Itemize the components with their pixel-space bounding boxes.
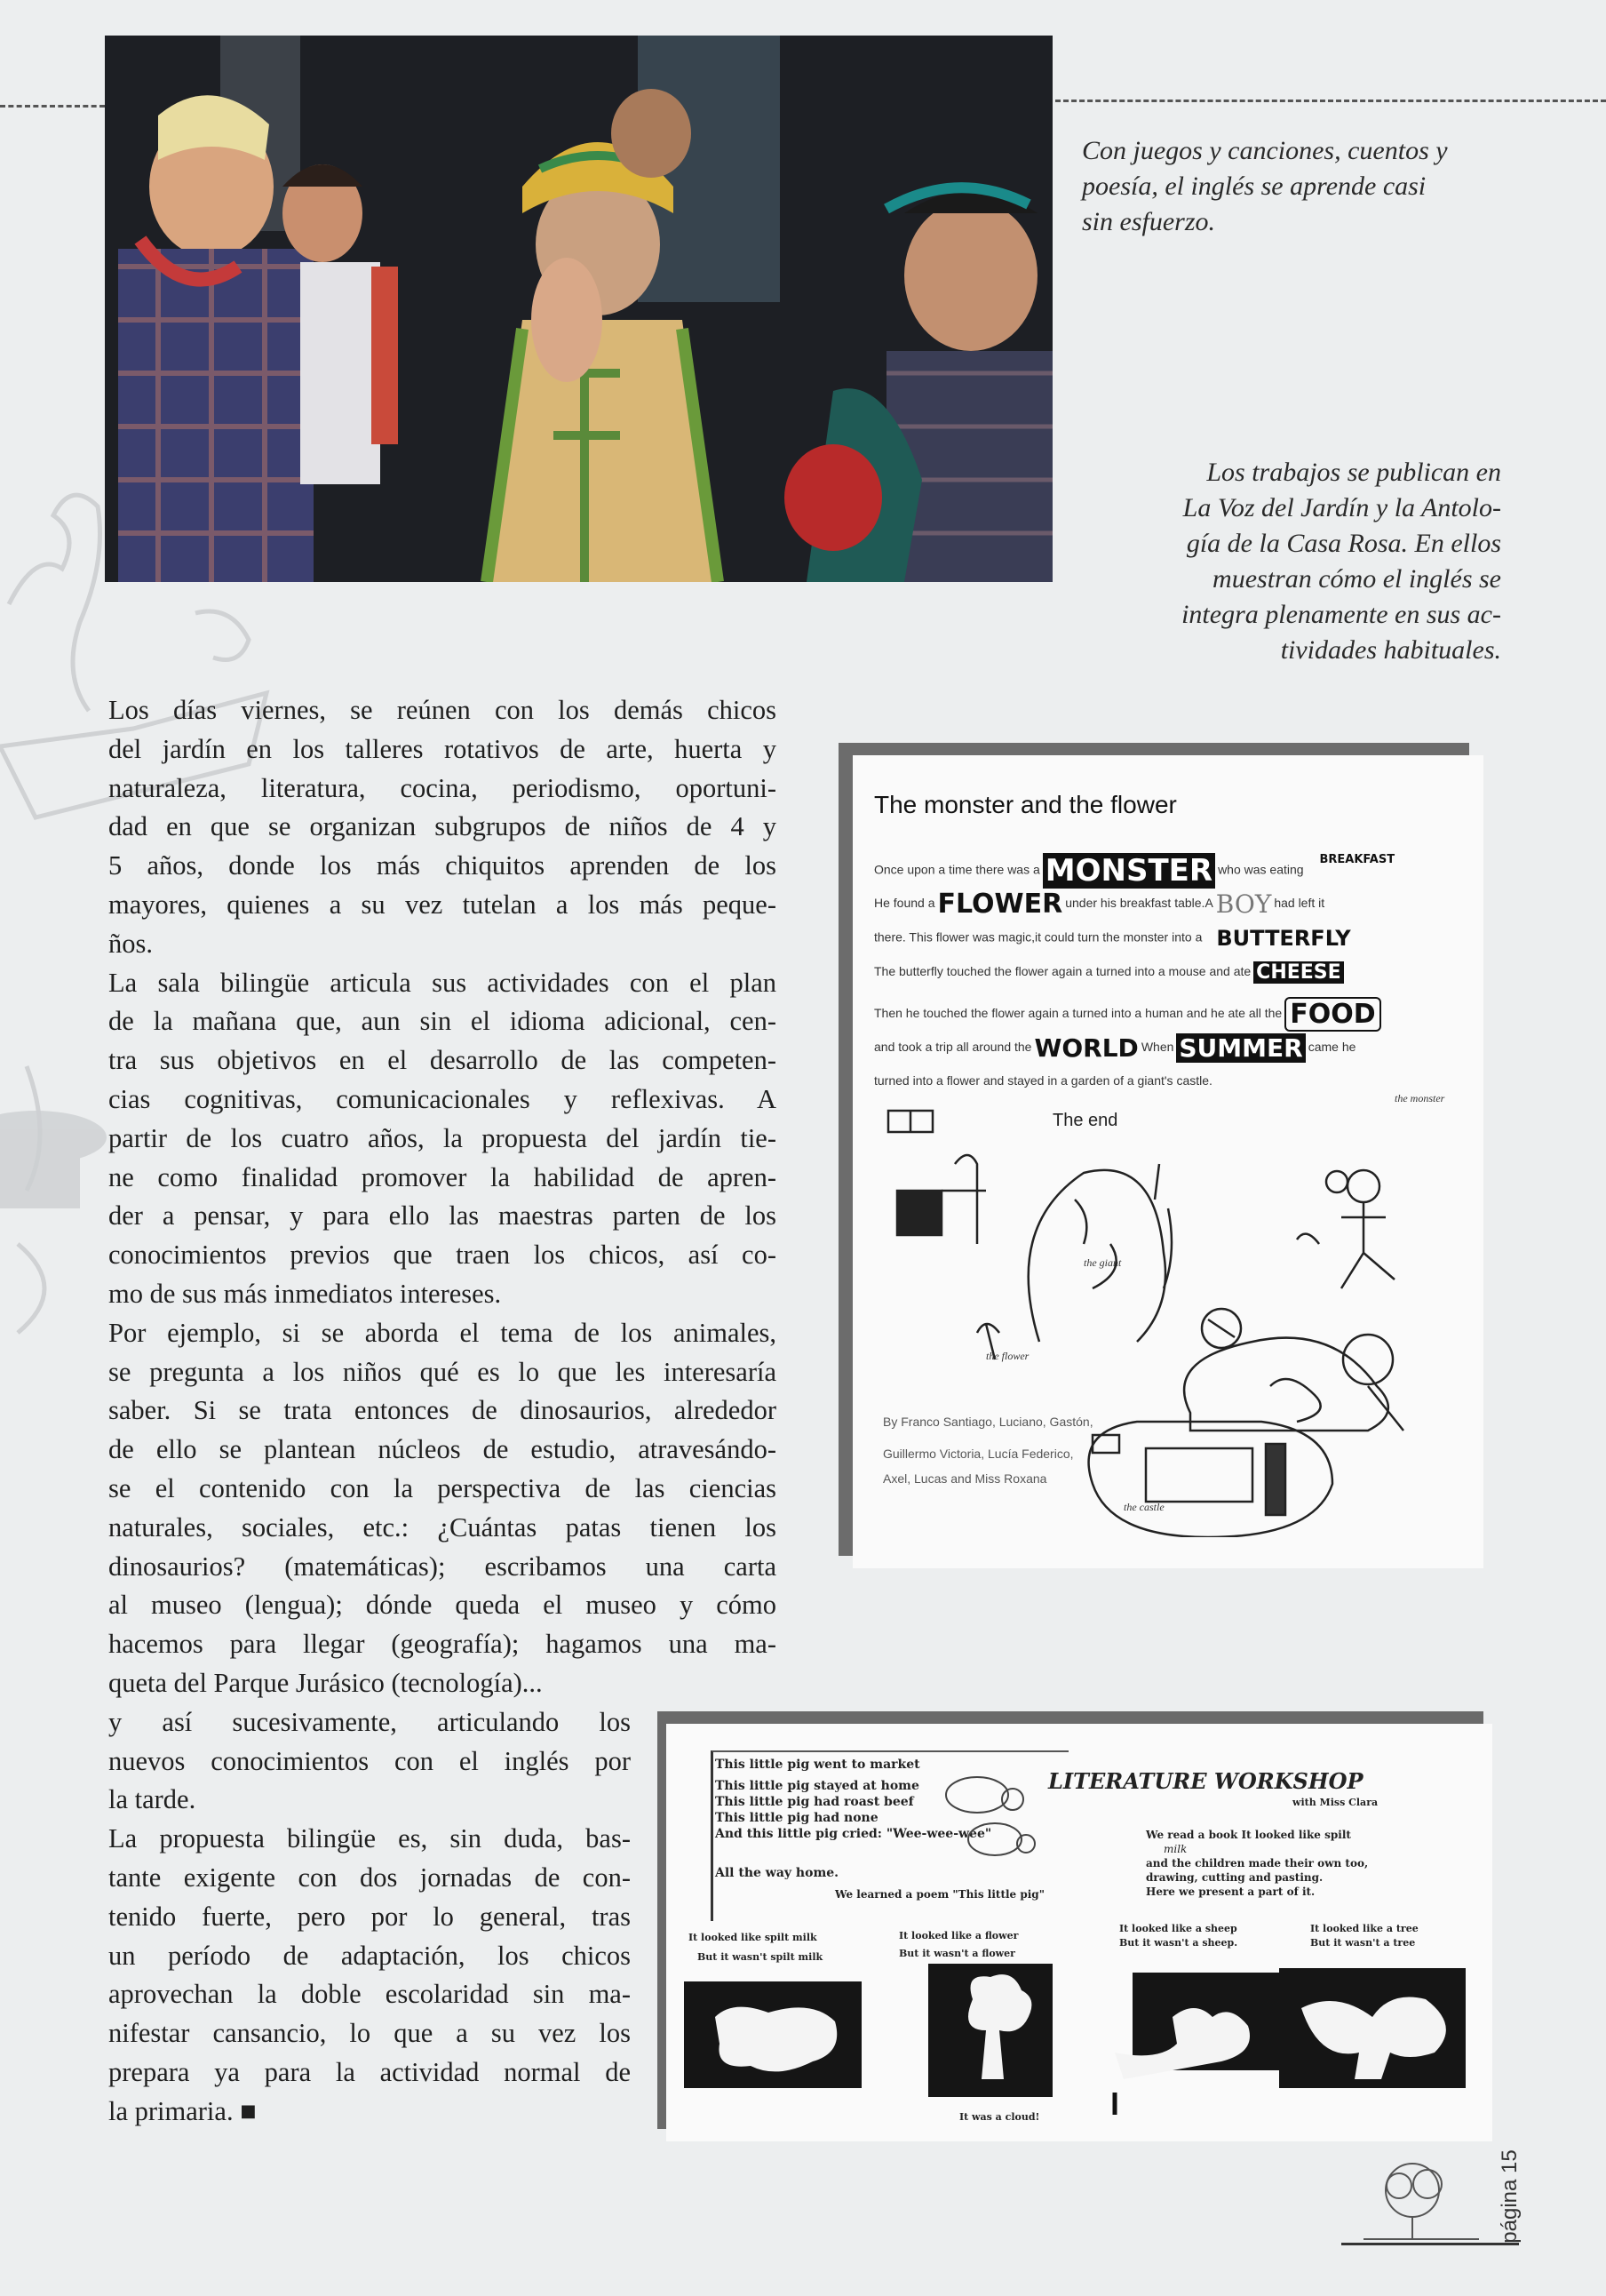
story-text: had left it (1274, 896, 1325, 911)
story-line: turned into a flower and stayed in a garden of a giant's castle. (874, 1073, 1212, 1088)
card-caption: But it wasn't a sheep. (1119, 1937, 1238, 1949)
caption-line: Con juegos y canciones, cuentos y (1082, 136, 1448, 165)
caption-line: La Voz del Jardín y la Antolo- (1182, 493, 1501, 522)
caption-line: gía de la Casa Rosa. En ellos (1186, 529, 1501, 558)
the-end-label: The end (1053, 1111, 1118, 1130)
body-line: nuevos conocimientos con el inglés por (108, 1745, 631, 1776)
caption-line: integra plenamente en sus ac- (1181, 600, 1501, 629)
body-line: un período de adaptación, los chicos (108, 1940, 631, 1971)
pig-drawing-icon (933, 1768, 1048, 1866)
body-line: queta del Parque Jurásico (tecnología)... (108, 1667, 543, 1698)
workshop-desc: Here we present a part of it. (1146, 1885, 1316, 1898)
caption-middle (1181, 455, 1501, 668)
drawing-label: the monster (1395, 1093, 1445, 1104)
body-line: mayores, quienes a su vez tutelan a los más peque- (108, 889, 776, 920)
story-cutout-word: BREAKFAST (1319, 853, 1395, 866)
story-line (874, 926, 1354, 951)
body-line: tante exigente con dos jornadas de con- (108, 1862, 631, 1893)
dashed-rule-left (0, 105, 105, 108)
workshop-title: LITERATURE WORKSHOP (1048, 1768, 1364, 1794)
dashed-rule-right (1055, 100, 1606, 102)
story-text: When (1141, 1040, 1174, 1055)
workshop-footer: It was a cloud! (959, 2111, 1040, 2123)
credits-line: By Franco Santiago, Luciano, Gastón, (883, 1415, 1093, 1429)
card-caption: It looked like a sheep (1119, 1923, 1237, 1934)
drawing-label: the giant (1084, 1256, 1122, 1269)
body-line: Los días viernes, se reúnen con los demás chicos (108, 695, 776, 725)
body-line: dad en que se organizan subgrupos de niños de 4 y (108, 811, 776, 842)
story-line (874, 997, 1384, 1032)
story-text: came he (1308, 1040, 1356, 1055)
story-line (874, 1033, 1356, 1063)
cloud-cutouts (680, 1964, 1479, 2141)
caption-top (1082, 133, 1448, 240)
body-line: de ello se plantean núcleos de estudio, atravesándo- (108, 1434, 776, 1465)
page-number (1492, 2141, 1523, 2257)
body-line: hacemos para llegar (geografía); hagamos una ma- (108, 1629, 776, 1660)
body-line: la primaria. ■ (108, 2095, 257, 2126)
body-line: ne como finalidad promover la habilidad de apren- (108, 1161, 776, 1192)
card-caption: But it wasn't a tree (1310, 1937, 1416, 1949)
caption-line: sin esfuerzo. (1082, 207, 1215, 236)
body-line: nifestar cansancio, lo que a su vez los (108, 2018, 631, 2049)
monster-story-insert (853, 755, 1483, 1568)
body-line: conocimientos previos que traen los chicos, así co- (108, 1240, 776, 1271)
poem-line: This little pig had none (715, 1811, 879, 1825)
story-text: He found a (874, 896, 935, 911)
drawing-label: the flower (986, 1350, 1030, 1362)
card-caption: But it wasn't a flower (899, 1948, 1015, 1959)
poem-line: This little pig had roast beef (715, 1795, 914, 1809)
poem-line: This little pig went to market (715, 1758, 920, 1772)
caption-line: tividades habituales. (1280, 635, 1501, 665)
poem-line: This little pig stayed at home (715, 1779, 919, 1793)
body-line: ños. (108, 928, 153, 959)
story-line (874, 889, 1324, 920)
body-line: tenido fuerte, pero por lo general, tras (108, 1901, 631, 1932)
body-line: al museo (lengua); dónde queda el museo y cómo (108, 1590, 776, 1621)
body-line: naturales, sociales, etc.: ¿Cuántas patas tienen los (108, 1511, 776, 1543)
body-line: Por ejemplo, si se aborda el tema de los animales, (108, 1317, 776, 1348)
body-line: La sala bilingüe articula sus actividades con el plan (108, 967, 776, 998)
children-drawings (871, 1093, 1483, 1537)
body-line: tra sus objetivos en el desarrollo de las competen- (108, 1045, 776, 1076)
story-cutout-word: BOY (1215, 889, 1272, 919)
body-line: mo de sus más inmediatos intereses. (108, 1278, 502, 1309)
poem-note: We learned a poem "This little pig" (835, 1888, 1045, 1901)
literature-workshop-insert (666, 1724, 1492, 2141)
story-cutout-word: BUTTERFLY (1216, 926, 1351, 951)
story-cutout-word: SUMMER (1176, 1033, 1305, 1063)
card-caption: It looked like spilt milk (688, 1932, 817, 1943)
body-line: dinosaurios? (matemáticas); escribamos una carta (108, 1551, 776, 1582)
children-costume-photo (105, 36, 1053, 582)
card-caption: But it wasn't spilt milk (697, 1951, 823, 1963)
workshop-desc: and the children made their own too, (1146, 1857, 1369, 1869)
story-text: The butterfly touched the flower again a turned into a mouse and ate (874, 964, 1252, 979)
story-line (874, 853, 1397, 889)
body-line: de la mañana que, aun sin el idioma adicional, cen- (108, 1006, 776, 1037)
workshop-subtitle: with Miss Clara (1292, 1797, 1379, 1808)
body-line: saber. Si se trata entonces de dinosaurios, alrededor (108, 1395, 776, 1426)
caption-line: poesía, el inglés se aprende casi (1082, 171, 1427, 201)
credits-line: Axel, Lucas and Miss Roxana (883, 1471, 1047, 1486)
story-text: under his breakfast table.A (1065, 896, 1213, 911)
body-line: 5 años, donde los más chiquitos aprenden de los (108, 850, 776, 881)
card-caption: It looked like a tree (1310, 1923, 1419, 1934)
body-line: partir de los cuatro años, la propuesta del jardín tie- (108, 1122, 776, 1153)
body-line: La propuesta bilingüe es, sin duda, bas- (108, 1823, 631, 1854)
body-line: y así sucesivamente, articulando los (108, 1706, 631, 1737)
caption-line: muestran cómo el inglés se (1212, 564, 1501, 594)
card-caption: It looked like a flower (899, 1930, 1019, 1941)
photo-image (105, 36, 1053, 582)
body-line: der a pensar, y para ello las maestras parten de los (108, 1200, 776, 1232)
story-text: who was eating (1218, 862, 1304, 877)
story-cutout-word: MONSTER (1043, 853, 1215, 889)
page-number-text: página 15 (1498, 2149, 1522, 2244)
workshop-desc: drawing, cutting and pasting. (1146, 1871, 1324, 1884)
story-text: there. This flower was magic,it could turn the monster into a (874, 929, 1203, 945)
tree-ornament-icon (1346, 2141, 1488, 2248)
workshop-desc: milk (1164, 1843, 1188, 1855)
body-line: cias cognitivas, comunicacionales y reflexivas. A (108, 1083, 776, 1114)
body-line: se pregunta a los niños qué es lo que les interesaría (108, 1356, 776, 1387)
poem-line: And this little pig cried: "Wee-wee-wee" (715, 1827, 992, 1841)
caption-line: Los trabajos se publican en (1206, 458, 1501, 487)
story-cutout-word: CHEESE (1253, 961, 1344, 984)
body-line: la tarde. (108, 1784, 196, 1815)
body-line: aprovechan la doble escolaridad sin ma- (108, 1979, 631, 2010)
story-cutout-word: FLOWER (937, 889, 1063, 920)
drawing-label: the castle (1124, 1501, 1165, 1513)
poem-line: All the way home. (715, 1866, 839, 1880)
body-line: prepara ya para la actividad normal de (108, 2056, 631, 2087)
workshop-desc: We read a book It looked like spilt (1146, 1829, 1351, 1841)
story-text: and took a trip all around the (874, 1040, 1032, 1055)
story-text: Once upon a time there was a (874, 862, 1040, 877)
story-cutout-word: WORLD (1034, 1033, 1139, 1063)
credits-line: Guillermo Victoria, Lucía Federico, (883, 1447, 1074, 1461)
body-line: naturaleza, literatura, cocina, periodismo, oportuni- (108, 772, 776, 803)
insert-title: The monster and the flower (874, 791, 1177, 818)
story-text: Then he touched the flower again a turned into a human and he ate all the (874, 1006, 1283, 1021)
story-line (874, 961, 1347, 984)
body-line: del jardín en los talleres rotativos de arte, huerta y (108, 733, 776, 764)
body-line: se el contenido con la perspectiva de las ciencias (108, 1472, 776, 1503)
story-cutout-word: FOOD (1284, 997, 1380, 1032)
